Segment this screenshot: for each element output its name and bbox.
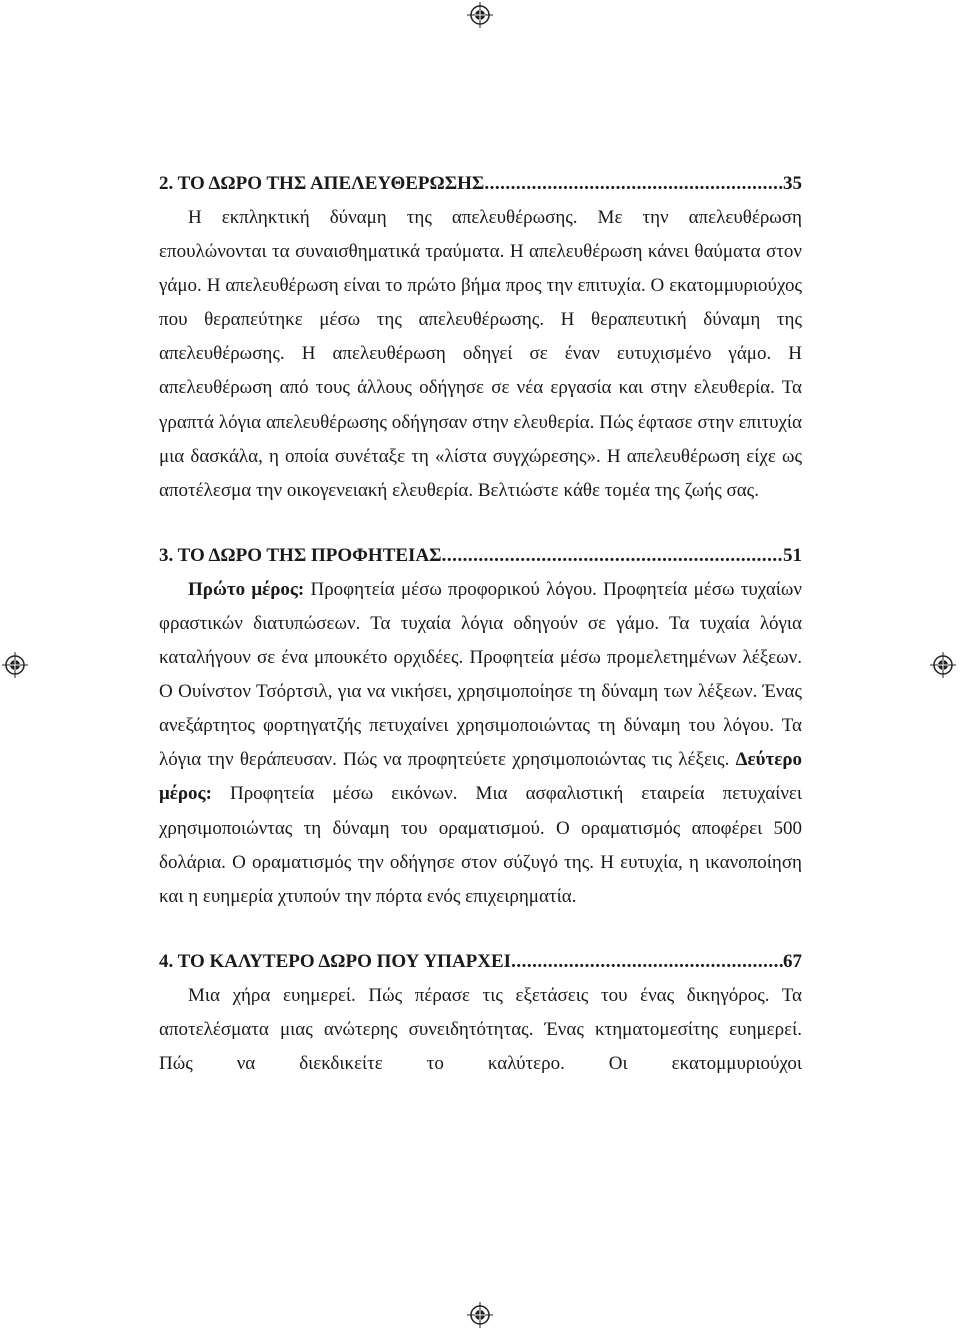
toc-heading-3[interactable] (159, 543, 802, 569)
toc-heading-2[interactable] (159, 171, 802, 197)
toc-description: Μια χήρα ευημερεί. Πώς πέρασε τις εξετάσεις του ένας δικηγόρος. Τα αποτελέσματα μιας ανώτερης συνειδητότητας. Ένας κτηματομεσίτης ευημερεί. Πώς να διεκδικείτε το καλύτερο. Οι εκατομμυριούχοι (159, 984, 802, 1074)
toc-page-number: 67 (783, 950, 802, 972)
toc-section-3 (159, 543, 802, 914)
table-of-contents (159, 171, 802, 1081)
part-label: Πρώτο μέρος: (188, 578, 305, 600)
toc-heading-4[interactable] (159, 949, 802, 975)
toc-heading-title: 3. ΤΟ ΔΩΡΟ ΤΗΣ ΠΡΟΦΗΤΕΙΑΣ (159, 544, 442, 566)
toc-leader-dots (484, 171, 783, 197)
toc-section-2 (159, 171, 802, 508)
toc-section-4 (159, 949, 802, 1081)
part-text: Προφητεία μέσω εικόνων. Μια ασφαλιστική εταιρεία πετυχαίνει χρησιμοποιώντας τη δύναμη του οραματισμού. Ο οραματισμός αποφέρει 500 δολάρια. Ο οραματισμός την οδήγησε στον σύζυγό της. Η ευτυχία, η ικανοποίηση και η ευημερία χτυπούν την πόρτα ενός επιχειρηματία. (159, 783, 802, 907)
part-text: Προφητεία μέσω προφορικού λόγου. Προφητεία μέσω τυχαίων φραστικών διατυπώσεων. Τα τυχαία λόγια οδηγούν σε γάμο. Τα τυχαία λόγια καταλήγουν σε ένα μπουκέτο ορχιδέες. Προφητεία μέσω προμελετημένων λέξεων. Ο Ουίνστον Τσόρτσιλ, για να νικήσει, χρησιμοποίησε τη δύναμη των λέξεων. Ένας ανεξάρτητος φορτηγατζής πετυχαίνει χρησιμοποιώντας τη δύναμη του λόγου. Τα λόγια την θεράπευσαν. Πώς να προφητεύετε χρησιμοποιώντας τις λέξεις. (159, 578, 802, 771)
registration-mark-icon (467, 2, 493, 28)
toc-page-number: 35 (783, 173, 802, 194)
registration-mark-icon (2, 652, 28, 678)
toc-description: Η εκπληκτική δύναμη της απελευθέρωσης. Με την απελευθέρωση επουλώνονται τα συναισθηματικά τραύματα. Η απελευθέρωση κάνει θαύματα στον γάμο. Η απελευθέρωση είναι το πρώτο βήμα προς την επιτυχία. Ο εκατομμυριούχος που θεραπεύτηκε μέσω της απελευθέρωσης. Η θεραπευτική δύναμη της απελευθέρωσης. Η απελευθέρωση οδηγεί σε έναν ευτυχισμένο γάμο. Η απελευθέρωση από τους άλλους οδήγησε σε νέα εργασία και στην ελευθερία. Τα γραπτά λόγια απελευθέρωσης οδήγησαν στην ελευθερία. Πώς έφτασε στην επιτυχία μια δασκάλα, η οποία συνέταξε τη «λίστα συγχώρεσης». Η απελευθέρωση είχε ως αποτέλεσμα την οικογενειακή ελευθερία. Βελτιώστε κάθε τομέα της ζωής σας. (159, 207, 802, 501)
toc-leader-dots (511, 949, 783, 975)
toc-heading-title: 4. ΤΟ ΚΑΛΥΤΕΡΟ ΔΩΡΟ ΠΟΥ ΥΠΑΡΧΕΙ (159, 950, 512, 972)
part-label: Δεύτερο μέρος: (159, 749, 802, 805)
registration-mark-icon (930, 652, 956, 678)
toc-heading-title: 2. ΤΟ ΔΩΡΟ ΤΗΣ ΑΠΕΛΕΥΘΕΡΩΣΗΣ (159, 173, 485, 194)
toc-page-number: 51 (783, 544, 802, 566)
toc-leader-dots (442, 543, 783, 569)
registration-mark-icon (467, 1302, 493, 1328)
toc-description (159, 573, 802, 914)
